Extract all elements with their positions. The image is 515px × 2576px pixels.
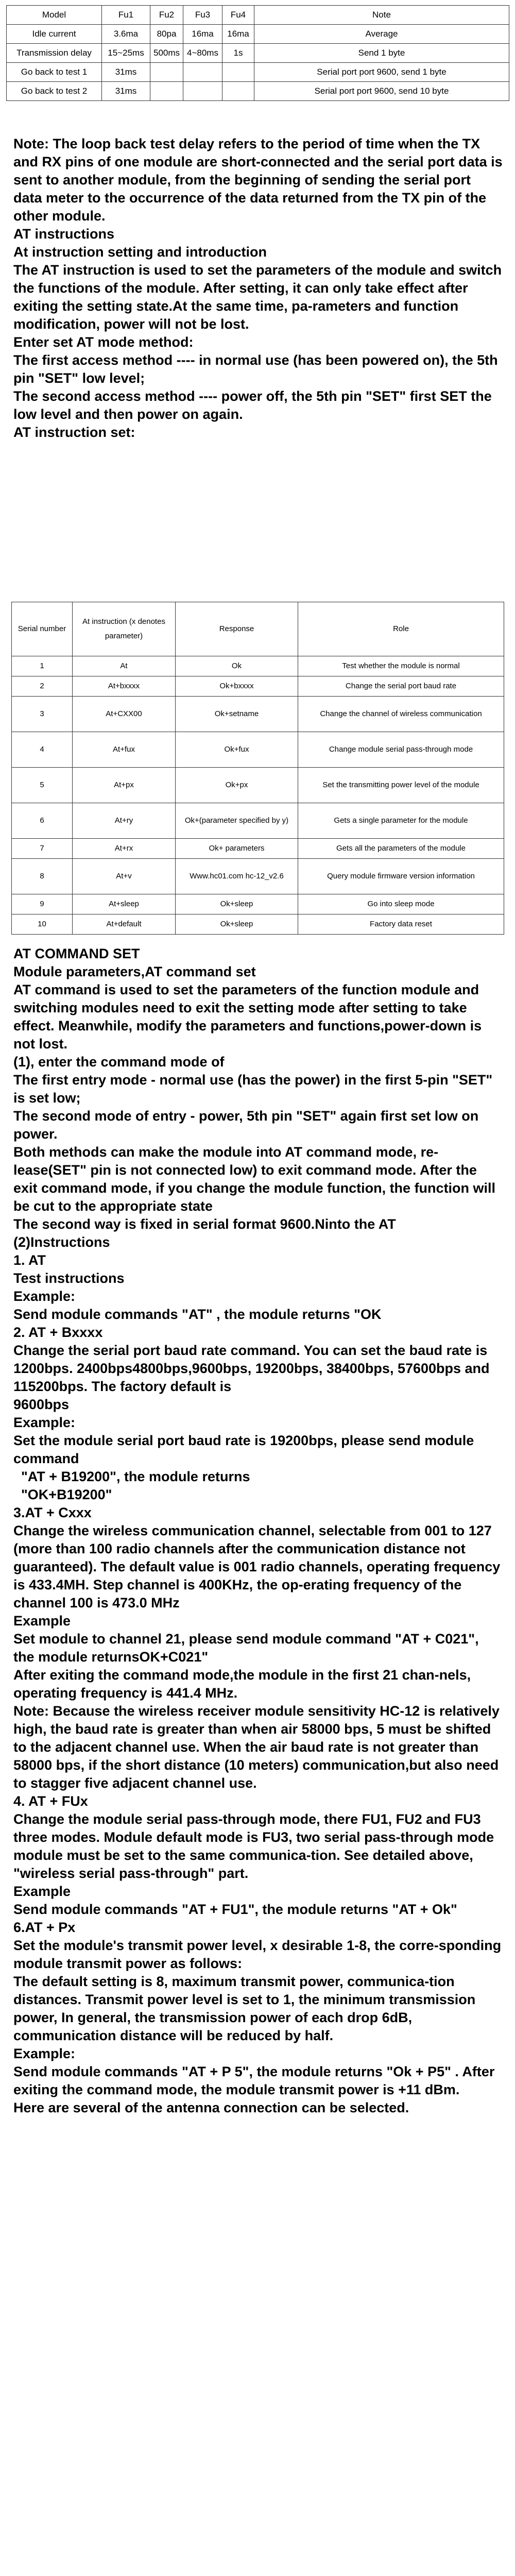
paragraph: Note: Because the wireless receiver module sensitivity HC-12 is relatively high, the baud rate is greater than when air 58000 bps, 5 must be shifted to the adjacent channel use. When the air baud rate is not greater than 58000 bps, if the short distance (10 meters) communication,but also need to stagger five adjacent channel use. [13, 1703, 500, 1791]
table-row [12, 732, 504, 768]
table-cell: Set the transmitting power level of the module [298, 768, 504, 803]
table-cell: 3 [12, 697, 73, 732]
paragraph: (1), enter the command mode of [13, 1054, 225, 1070]
paragraph: Change the module serial pass-through mode, there FU1, FU2 and FU3 three modes. Module default mode is FU3, two serial pass-through mode module must be set to the same communica-tion. See detailed above, "wireless serial pass-through" part. [13, 1811, 494, 1881]
table-cell: At+bxxxx [73, 676, 176, 697]
paragraph: "OK+B19200" [13, 1487, 112, 1502]
paragraph: The first entry mode - normal use (has the power) in the first 5-pin "SET" is set low; [13, 1072, 493, 1106]
paragraph: The first access method ---- in normal use (has been powered on), the 5th pin "SET" low level; [13, 352, 498, 386]
table-cell: 8 [12, 859, 73, 894]
table-cell: At+CXX00 [73, 697, 176, 732]
table-cell: 15~25ms [102, 44, 150, 63]
paragraph: The second mode of entry - power, 5th pin "SET" again first set low on power. [13, 1108, 479, 1142]
table-row [7, 25, 509, 44]
paragraph: The second way is fixed in serial format 9600.Ninto the AT [13, 1216, 396, 1232]
table-cell: Change the serial port baud rate [298, 676, 504, 697]
table-cell [222, 63, 254, 82]
table-cell: Transmission delay [7, 44, 102, 63]
table-cell: 2 [12, 676, 73, 697]
paragraph: The default setting is 8, maximum transmit power, communica-tion distances. Transmit power level is set to 1, the minimum transmission power, In general, the transmission power of each drop 6dB, communication distance will be reduced by half. [13, 1974, 476, 2043]
paragraph: 9600bps [13, 1397, 70, 1412]
table-cell: 1s [222, 44, 254, 63]
paragraph: Set module to channel 21, please send module command "AT + C021", the module returnsOK+C021" [13, 1631, 479, 1665]
table-cell: Ok+ parameters [176, 839, 298, 859]
module-table-header-row [7, 6, 509, 25]
table-cell: Ok+px [176, 768, 298, 803]
table-cell: 80pa [150, 25, 183, 44]
table-cell: Factory data reset [298, 914, 504, 935]
table-row [12, 914, 504, 935]
table-cell: Gets all the parameters of the module [298, 839, 504, 859]
module-table-header-cell: Fu2 [150, 6, 183, 25]
table-cell: Ok+sleep [176, 894, 298, 914]
at-table-header-cell: Role [298, 602, 504, 656]
at-instruction-table [11, 602, 504, 935]
paragraph: 6.AT + Px [13, 1920, 76, 1935]
table-cell: 4 [12, 732, 73, 768]
module-table-header-cell: Model [7, 6, 102, 25]
table-cell [183, 82, 222, 101]
table-cell: Query module firmware version information [298, 859, 504, 894]
table-cell: Ok [176, 656, 298, 676]
table-cell: At+ry [73, 803, 176, 839]
paragraph: AT instruction set: [13, 425, 135, 440]
table-cell [150, 63, 183, 82]
paragraph: 3.AT + Cxxx [13, 1505, 92, 1520]
table-cell: Go back to test 2 [7, 82, 102, 101]
table-cell: At+sleep [73, 894, 176, 914]
paragraph: "AT + B19200", the module returns [13, 1469, 250, 1484]
module-table-header-cell: Fu4 [222, 6, 254, 25]
paragraph: Set the module serial port baud rate is 19200bps, please send module command [13, 1433, 474, 1466]
table-cell: Ok+bxxxx [176, 676, 298, 697]
section-subheading: At instruction setting and introduction [13, 244, 267, 260]
paragraph: Both methods can make the module into AT command mode, re-lease(SET" pin is not connected low) to exit command mode. After the exit command mode, if you change the module function, the function will be cut to the appropriate state [13, 1144, 496, 1214]
table-cell: 16ma [183, 25, 222, 44]
table-cell: 10 [12, 914, 73, 935]
table-cell: Send 1 byte [254, 44, 509, 63]
table-cell: Idle current [7, 25, 102, 44]
table-cell: Serial port port 9600, send 10 byte [254, 82, 509, 101]
table-cell: Average [254, 25, 509, 44]
intro-text [13, 135, 503, 442]
at-command-text [13, 945, 503, 2117]
table-cell: 31ms [102, 63, 150, 82]
paragraph: Send module commands "AT + P 5", the module returns "Ok + P5" . After exiting the command mode, the module transmit power is +11 dBm. [13, 2064, 495, 2097]
paragraph: AT command is used to set the parameters of the function module and switching modules need to exit the setting mode after setting to take effect. Meanwhile, modify the parameters and functions,power-down is not lost. [13, 982, 482, 1052]
paragraph: The AT instruction is used to set the parameters of the module and switch the functions of the module. After setting, it can only take effect after exiting the setting state.At the same time, pa-rameters and function modification, power will not be lost. [13, 262, 502, 332]
table-row [12, 894, 504, 914]
table-cell: Ok+fux [176, 732, 298, 768]
paragraph: The second access method ---- power off, the 5th pin "SET" first SET the low level and then power on again. [13, 388, 492, 422]
table-cell: 7 [12, 839, 73, 859]
table-cell: 9 [12, 894, 73, 914]
table-row [12, 768, 504, 803]
table-row [7, 82, 509, 101]
paragraph: 1. AT [13, 1252, 46, 1268]
section-heading: AT instructions [13, 226, 115, 242]
at-table-header-cell: Response [176, 602, 298, 656]
table-cell: 5 [12, 768, 73, 803]
table-row [7, 63, 509, 82]
at-table-header-row [12, 602, 504, 656]
paragraph: (2)Instructions [13, 1234, 110, 1250]
table-cell: Www.hc01.com hc-12_v2.6 [176, 859, 298, 894]
table-cell: Go back to test 1 [7, 63, 102, 82]
table-row [12, 839, 504, 859]
table-cell: At+fux [73, 732, 176, 768]
table-cell: Test whether the module is normal [298, 656, 504, 676]
table-cell [183, 63, 222, 82]
table-cell: 31ms [102, 82, 150, 101]
table-cell: 4~80ms [183, 44, 222, 63]
table-cell: Change the channel of wireless communication [298, 697, 504, 732]
module-table-header-cell: Note [254, 6, 509, 25]
table-row [12, 859, 504, 894]
table-cell: Ok+setname [176, 697, 298, 732]
table-cell: 3.6ma [102, 25, 150, 44]
table-cell: At+v [73, 859, 176, 894]
paragraph: Here are several of the antenna connection can be selected. [13, 2100, 409, 2115]
table-row [12, 676, 504, 697]
table-cell: Go into sleep mode [298, 894, 504, 914]
paragraph: Change the wireless communication channel, selectable from 001 to 127 (more than 100 radio channels after the communication distance not guaranteed). The default value is 001 radio channels, operating frequency is 433.4MH. Step channel is 400KHz, the op-erating frequency of the channel 100 is 473.0 MHz [13, 1523, 501, 1611]
section-subheading: Module parameters,AT command set [13, 964, 256, 979]
table-row [12, 803, 504, 839]
table-cell: 500ms [150, 44, 183, 63]
paragraph: Example: [13, 2046, 76, 2061]
table-row [7, 44, 509, 63]
table-row [12, 656, 504, 676]
paragraph: Set the module's transmit power level, x desirable 1-8, the corre-sponding module transmit power as follows: [13, 1938, 502, 1971]
paragraph: Example: [13, 1289, 76, 1304]
table-cell: At+rx [73, 839, 176, 859]
table-row [12, 697, 504, 732]
paragraph: Example [13, 1613, 71, 1629]
note-paragraph: Note: The loop back test delay refers to the period of time when the TX and RX pins of one module are short-connected and the serial port data is sent to another module, from the beginning of sending the serial port data meter to the occurrence of the data returned from the TX pin of the other module. [13, 136, 503, 224]
table-cell: 1 [12, 656, 73, 676]
module-table-header-cell: Fu3 [183, 6, 222, 25]
paragraph: Send module commands "AT + FU1", the module returns "AT + Ok" [13, 1902, 457, 1917]
module-table [6, 5, 509, 101]
paragraph: Change the serial port baud rate command. You can set the baud rate is 1200bps. 2400bps4800bps,9600bps, 19200bps, 38400bps, 57600bps and 115200bps. The factory default is [13, 1343, 490, 1394]
paragraph: After exiting the command mode,the module in the first 21 chan-nels, operating frequency is 441.4 MHz. [13, 1667, 471, 1701]
section-heading: AT COMMAND SET [13, 946, 140, 961]
table-cell [222, 82, 254, 101]
paragraph: 4. AT + FUx [13, 1793, 88, 1809]
paragraph: Send module commands "AT" , the module returns "OK [13, 1307, 382, 1322]
table-cell: Ok+sleep [176, 914, 298, 935]
table-cell: Gets a single parameter for the module [298, 803, 504, 839]
table-cell: At+default [73, 914, 176, 935]
table-cell: 16ma [222, 25, 254, 44]
table-cell: Change module serial pass-through mode [298, 732, 504, 768]
paragraph: 2. AT + Bxxxx [13, 1325, 103, 1340]
table-cell: Ok+(parameter specified by y) [176, 803, 298, 839]
table-cell: At+px [73, 768, 176, 803]
table-cell [150, 82, 183, 101]
table-cell: 6 [12, 803, 73, 839]
module-table-header-cell: Fu1 [102, 6, 150, 25]
at-table-header-cell: At instruction (x denotes parameter) [73, 602, 176, 656]
paragraph: Example [13, 1884, 71, 1899]
at-table-header-cell: Serial number [12, 602, 73, 656]
table-cell: Serial port port 9600, send 1 byte [254, 63, 509, 82]
paragraph: Enter set AT mode method: [13, 334, 194, 350]
paragraph: Test instructions [13, 1270, 125, 1286]
paragraph: Example: [13, 1415, 76, 1430]
table-cell: At [73, 656, 176, 676]
